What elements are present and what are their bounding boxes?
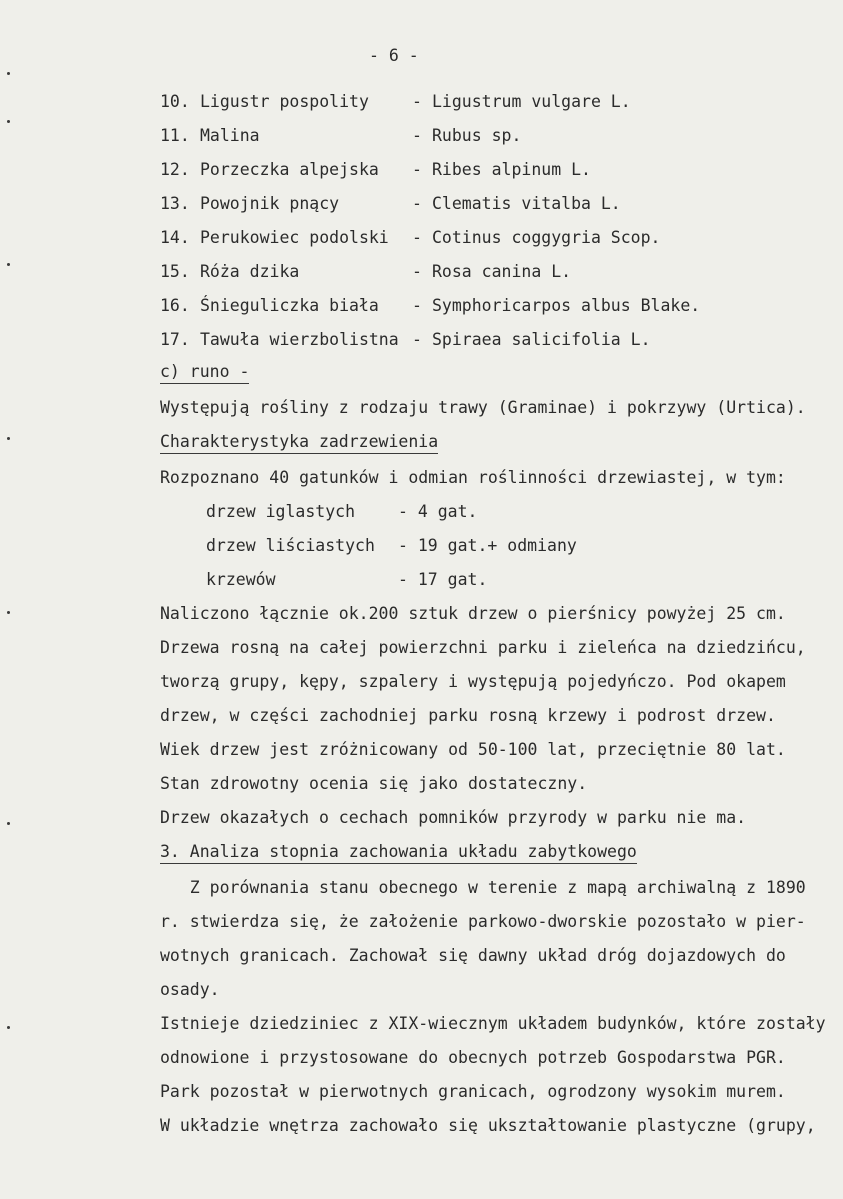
polish-name: Powojnik pnący [200,194,340,213]
item-number: 12. [160,160,190,179]
margin-dot [7,263,10,266]
text-line: Istnieje dziedziniec z XIX-wiecznym układem budynków, które zostały [160,1014,826,1033]
count-label: krzewów [206,570,276,589]
count-value: - 19 gat.+ odmiany [398,536,577,555]
item-number: 16. [160,296,190,315]
latin-name: Ligustrum vulgare L. [432,92,631,111]
polish-name: Tawuła wierzbolistna [200,330,399,349]
section-heading-characterization: Charakterystyka zadrzewienia [160,434,438,454]
text-line: drzew, w części zachodniej parku rosną krzewy i podrost drzew. [160,706,776,725]
latin-name: Clematis vitalba L. [432,194,621,213]
latin-name: Rosa canina L. [432,262,572,281]
polish-name: Śnieguliczka biała [200,296,379,315]
dash: - [412,228,422,247]
text-line: Park pozostał w pierwotnych granicach, ogrodzony wysokim murem. [160,1082,786,1101]
latin-name: Rubus sp. [432,126,522,145]
polish-name: Perukowiec podolski [200,228,389,247]
section-heading-analysis: 3. Analiza stopnia zachowania układu zabytkowego [160,844,637,864]
count-label: drzew iglastych [206,502,356,521]
characterization-intro: Rozpoznano 40 gatunków i odmian roślinności drzewiastej, w tym: [160,468,786,487]
polish-name: Malina [200,126,260,145]
margin-dot [7,822,10,825]
dash: - [412,330,422,349]
text-line: Z porównania stanu obecnego w terenie z mapą archiwalną z 1890 [160,878,806,897]
page-number: - 6 - [369,46,419,65]
text-line: Naliczono łącznie ok.200 sztuk drzew o pierśnicy powyżej 25 cm. [160,604,786,623]
text-line: r. stwierdza się, że założenie parkowo-dworskie pozostało w pier- [160,912,806,931]
dash: - [412,160,422,179]
text-line: osady. [160,980,220,999]
dash: - [412,262,422,281]
latin-name: Symphoricarpos albus Blake. [432,296,701,315]
item-number: 10. [160,92,190,111]
item-number: 13. [160,194,190,213]
count-value: - 4 gat. [398,502,478,521]
margin-dot [7,72,10,75]
runo-heading: c) runo - [160,364,249,384]
dash: - [412,126,422,145]
text-line: Drzewa rosną na całej powierzchni parku i zieleńca na dziedzińcu, [160,638,806,657]
dash: - [412,92,422,111]
count-label: drzew liściastych [206,536,375,555]
count-value: - 17 gat. [398,570,488,589]
dash: - [412,296,422,315]
polish-name: Porzeczka alpejska [200,160,379,179]
polish-name: Ligustr pospolity [200,92,369,111]
text-line: tworzą grupy, kępy, szpalery i występują pojedyńczo. Pod okapem [160,672,786,691]
text-line: Drzew okazałych o cechach pomników przyrody w parku nie ma. [160,808,747,827]
item-number: 14. [160,228,190,247]
dash: - [412,194,422,213]
item-number: 15. [160,262,190,281]
text-line: Wiek drzew jest zróżnicowany od 50-100 lat, przeciętnie 80 lat. [160,740,786,759]
text-line: wotnych granicach. Zachował się dawny układ dróg dojazdowych do [160,946,786,965]
margin-dot [7,437,10,440]
item-number: 11. [160,126,190,145]
latin-name: Spiraea salicifolia L. [432,330,651,349]
margin-dot [7,120,10,123]
item-number: 17. [160,330,190,349]
text-line: Stan zdrowotny ocenia się jako dostateczny. [160,774,588,793]
text-line: W układzie wnętrza zachowało się ukształtowanie plastyczne (grupy, [160,1116,816,1135]
margin-dot [7,611,10,614]
runo-text: Występują rośliny z rodzaju trawy (Graminae) i pokrzywy (Urtica). [160,398,806,417]
latin-name: Ribes alpinum L. [432,160,591,179]
margin-dot [7,1026,10,1029]
text-line: odnowione i przystosowane do obecnych potrzeb Gospodarstwa PGR. [160,1048,786,1067]
polish-name: Róża dzika [200,262,300,281]
latin-name: Cotinus coggygria Scop. [432,228,661,247]
